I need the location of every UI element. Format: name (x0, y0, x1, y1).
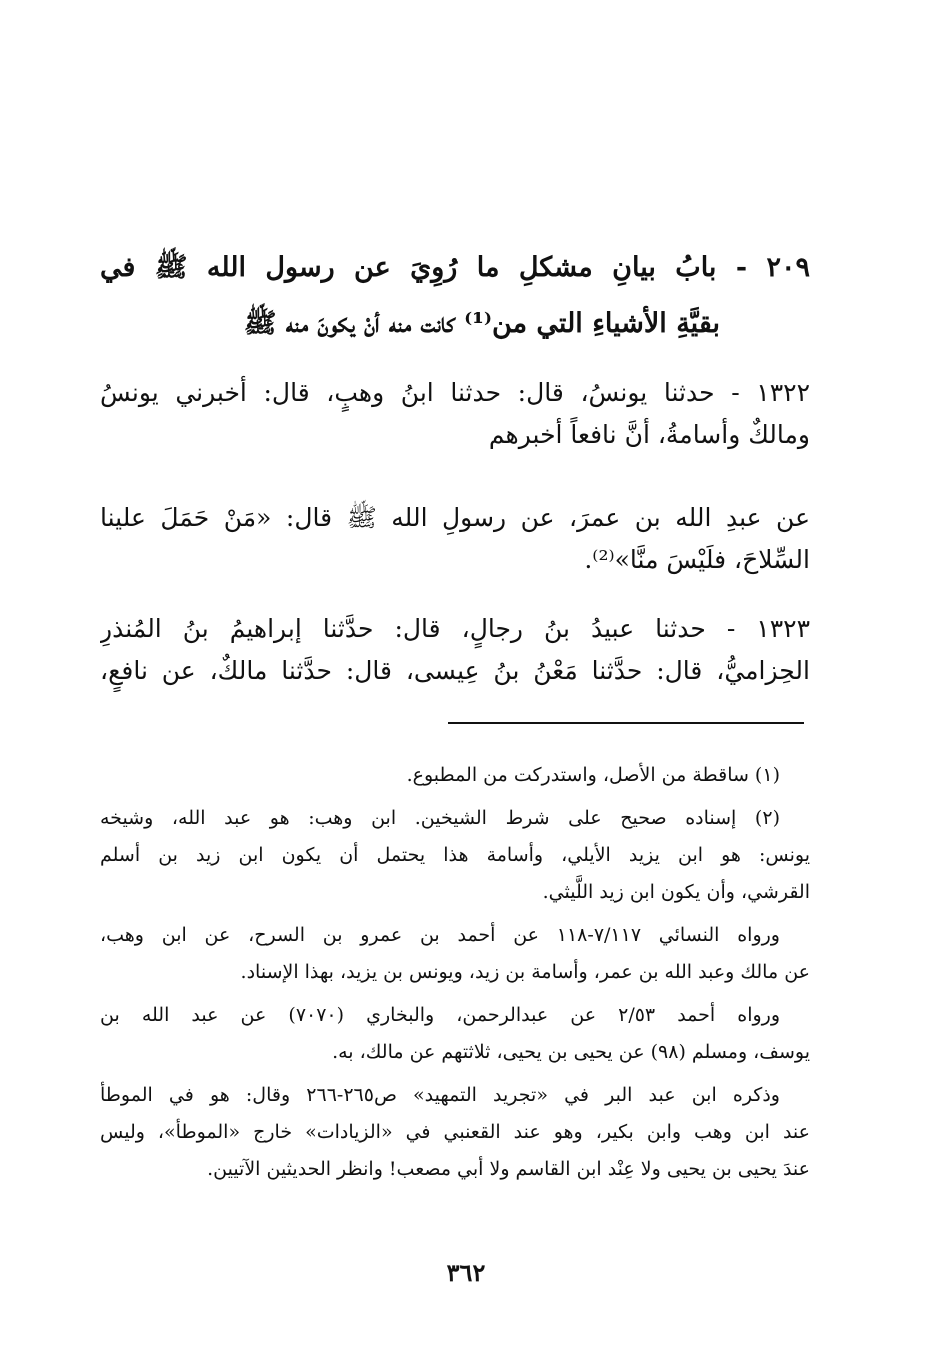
page-number: ٣٦٢ (446, 1258, 486, 1287)
footnote-2-nasai (100, 917, 810, 991)
footnote-line: عند ابن وهب وابن بكير، وهو عند القعنبي في «الزيادات» خارج «الموطأ»، وليس (100, 1121, 810, 1143)
footnote-2-ibn-abd-al-barr (100, 1077, 810, 1188)
hadith-1322-matn (100, 497, 810, 581)
hadith-line: السِّلاحَ، فلَيْسَ منَّا»⁽²⁾. (584, 545, 810, 574)
footnote-line: ورواه أحمد ٢/٥٣ عن عبدالرحمن، والبخاري (٧٠٧٠) عن عبد الله بن (100, 1004, 781, 1026)
footnote-line: عن مالك وعبد الله بن عمر، وأسامة بن زيد، ويونس بن يزيد، بهذا الإسناد. (240, 961, 810, 983)
hadith-1323 (100, 608, 810, 692)
chapter-heading-line-1: ٢٠٩ - بابُ بيانِ مشكلِ ما رُوِيَ عن رسول الله ﷺ في (100, 252, 810, 283)
chapter-heading (100, 240, 810, 352)
footnote-line: يونس: هو ابن يزيد الأيلي، وأسامة هذا يحتمل أن يكون ابن زيد بن أسلم (100, 844, 810, 866)
footnote-line: (٢) إسناده صحيح على شرط الشيخين. ابن وهب: هو عبد الله، وشيخه (100, 807, 780, 829)
hadith-line: عن عبدِ الله بن عمرَ، عن رسولِ الله ﷺ قال: «مَنْ حَمَلَ علينا (100, 503, 810, 532)
footnote-line: (١) ساقطة من الأصل، واستدركت من المطبوع. (406, 764, 780, 786)
hadith-line: الحِزاميُّ، قال: حدَّثنا مَعْنُ بنُ عِيسى، قال: حدَّثنا مالكٌ، عن نافعٍ، (100, 656, 810, 685)
footnote-line: عندَ يحيى بن يحيى ولا عِنْد ابن القاسم ولا أبي مصعب! وانظر الحديثين الآتيين. (207, 1158, 810, 1180)
hadith-line: ١٣٢٢ - حدثنا يونسُ، قال: حدثنا ابنُ وهبٍ، قال: أخبرني يونسُ (100, 378, 810, 407)
footnote-line: يوسف، ومسلم (٩٨) عن يحيى بن يحيى، ثلاثتهم عن مالك، به. (332, 1041, 810, 1063)
hadith-line: ١٣٢٣ - حدثنا عبيدُ بنُ رجالٍ، قال: حدَّثنا إبراهيمُ بنُ المُنذرِ (100, 614, 810, 643)
footnotes (100, 757, 810, 1194)
hadith-line: ومالكٌ وأسامةُ، أنَّ نافعاً أخبرهم (488, 420, 810, 449)
footnote-2 (100, 800, 810, 911)
footnote-separator (448, 722, 804, 724)
footnote-1 (100, 757, 810, 794)
footnote-line: ورواه النسائي ٧/١١٧-١١٨ عن أحمد بن عمرو بن السرح، عن ابن وهب، (100, 924, 780, 946)
footnote-line: وذكره ابن عبد البر في «تجريد التمهيد» ص٢٦٥-٢٦٦ وقال: هو في الموطأ (100, 1084, 780, 1106)
footnote-2-ahmad (100, 997, 810, 1071)
footnote-line: القرشي، وأن يكون ابن زيد اللَّيثي. (542, 881, 810, 903)
chapter-heading-line-2: بقيَّةِ الأشياءِ التي من⁽¹⁾ كانت منه أنْ يكونَ منه ﷺ (243, 308, 720, 339)
hadith-1322-isnad (100, 372, 810, 456)
